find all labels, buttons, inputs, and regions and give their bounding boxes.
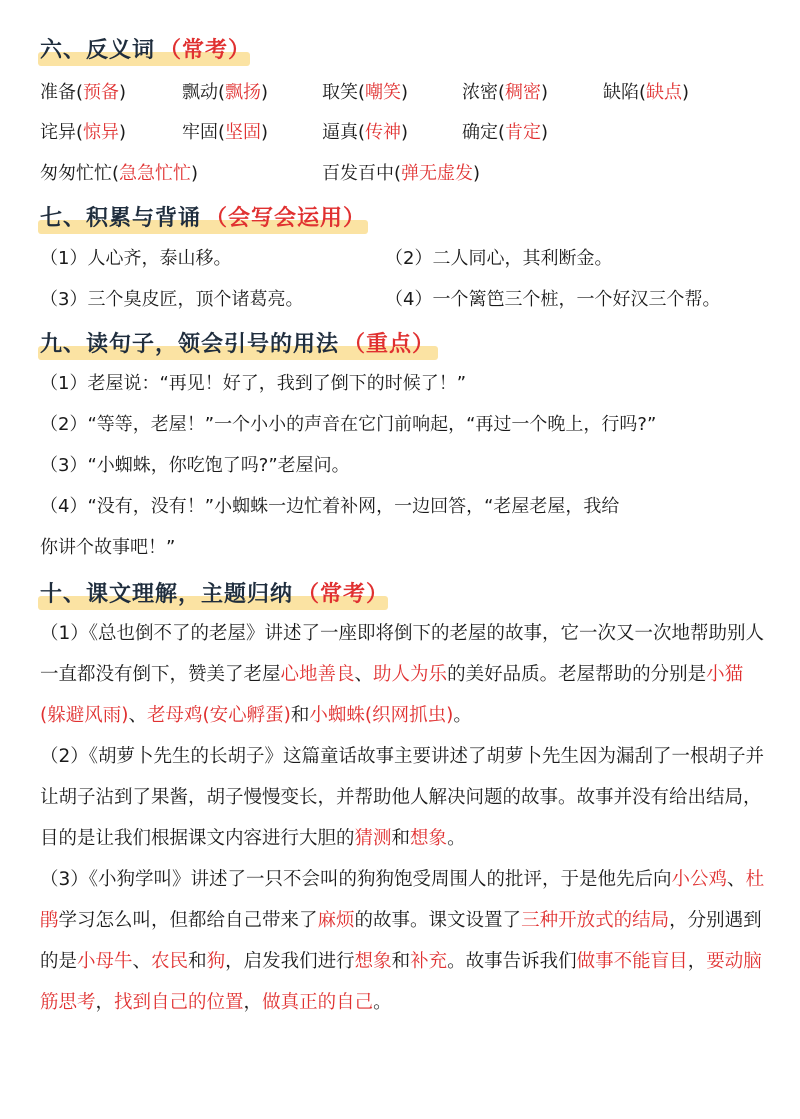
section-title: 六、反义词: [40, 37, 156, 63]
sentence-line: （1）老屋说：“再见！好了，我到了倒下的时候了！”: [40, 373, 467, 394]
antonym-pair: 逼真(传神): [322, 122, 409, 143]
antonym-pair: 取笑(嘲笑): [322, 82, 409, 103]
antonym-pair: 匆匆忙忙(急急忙忙): [40, 163, 199, 184]
antonym-pair: 缺陷(缺点): [603, 82, 690, 103]
summary-paragraph-2: （2）《胡萝卜先生的长胡子》这篇童话故事主要讲述了胡萝卜先生因为漏刮了一根胡子并让胡子沾到了果酱，胡子慢慢变长，并帮助他人解决问题的故事。故事并没有给出结局，目的是让我们根据课文内容进行大胆的猜测和想象。: [40, 746, 765, 849]
saying-item: （1）人心齐，泰山移。: [40, 248, 232, 269]
saying-item: （4）一个篱笆三个桩，一个好汉三个帮。: [385, 289, 721, 310]
antonym-pair: 飘动(飘扬): [182, 82, 269, 103]
section-tag: （常考）: [297, 581, 390, 607]
section-tag: （常考）: [159, 37, 252, 63]
section-title: 十、课文理解，主题归纳: [40, 581, 294, 607]
section-title: 九、读句子，领会引号的用法: [40, 331, 340, 357]
antonym-pair: 浓密(稠密): [462, 82, 549, 103]
sentence-line: 你讲个故事吧！”: [40, 537, 176, 558]
section-10-heading: [40, 572, 389, 612]
sentence-line: （4）“没有，没有！”小蜘蛛一边忙着补网，一边回答，“老屋老屋，我给: [40, 496, 620, 517]
saying-item: （3）三个臭皮匠，顶个诸葛亮。: [40, 289, 304, 310]
section-tag: （重点）: [343, 331, 436, 357]
summary-paragraph-1: （1）《总也倒不了的老屋》讲述了一座即将倒下的老屋的故事，它一次又一次地帮助别人一直都没有倒下，赞美了老屋心地善良、助人为乐的美好品质。老屋帮助的分别是小猫(躲避风雨)、老母鸡(安心孵蛋)和小蜘蛛(织网抓虫)。: [40, 623, 765, 726]
section-6-heading: [40, 28, 251, 68]
sentence-line: （2）“等等，老屋！”一个小小的声音在它门前响起，“再过一个晚上，行吗?”: [40, 414, 657, 435]
antonym-pair: 牢固(坚固): [182, 122, 269, 143]
section-7-heading: [40, 196, 366, 236]
section-9-heading: [40, 322, 435, 362]
sentence-line: （3）“小蜘蛛，你吃饱了吗?”老屋问。: [40, 455, 350, 476]
antonym-pair: 诧异(惊异): [40, 122, 127, 143]
antonym-pair: 准备(预备): [40, 82, 127, 103]
antonym-pair: 确定(肯定): [462, 122, 549, 143]
antonym-pair: 百发百中(弹无虚发): [322, 163, 481, 184]
section-title: 七、积累与背诵: [40, 205, 202, 231]
saying-item: （2）二人同心，其利断金。: [385, 248, 613, 269]
summary-paragraph-3: （3）《小狗学叫》讲述了一只不会叫的狗狗饱受周围人的批评，于是他先后向小公鸡、杜鹃学习怎么叫，但都给自己带来了麻烦的故事。课文设置了三种开放式的结局，分别遇到的是小母牛、农民和狗，启发我们进行想象和补充。故事告诉我们做事不能盲目，要动脑筋思考，找到自己的位置，做真正的自己。: [40, 869, 765, 1013]
section-tag: （会写会运用）: [205, 205, 367, 231]
